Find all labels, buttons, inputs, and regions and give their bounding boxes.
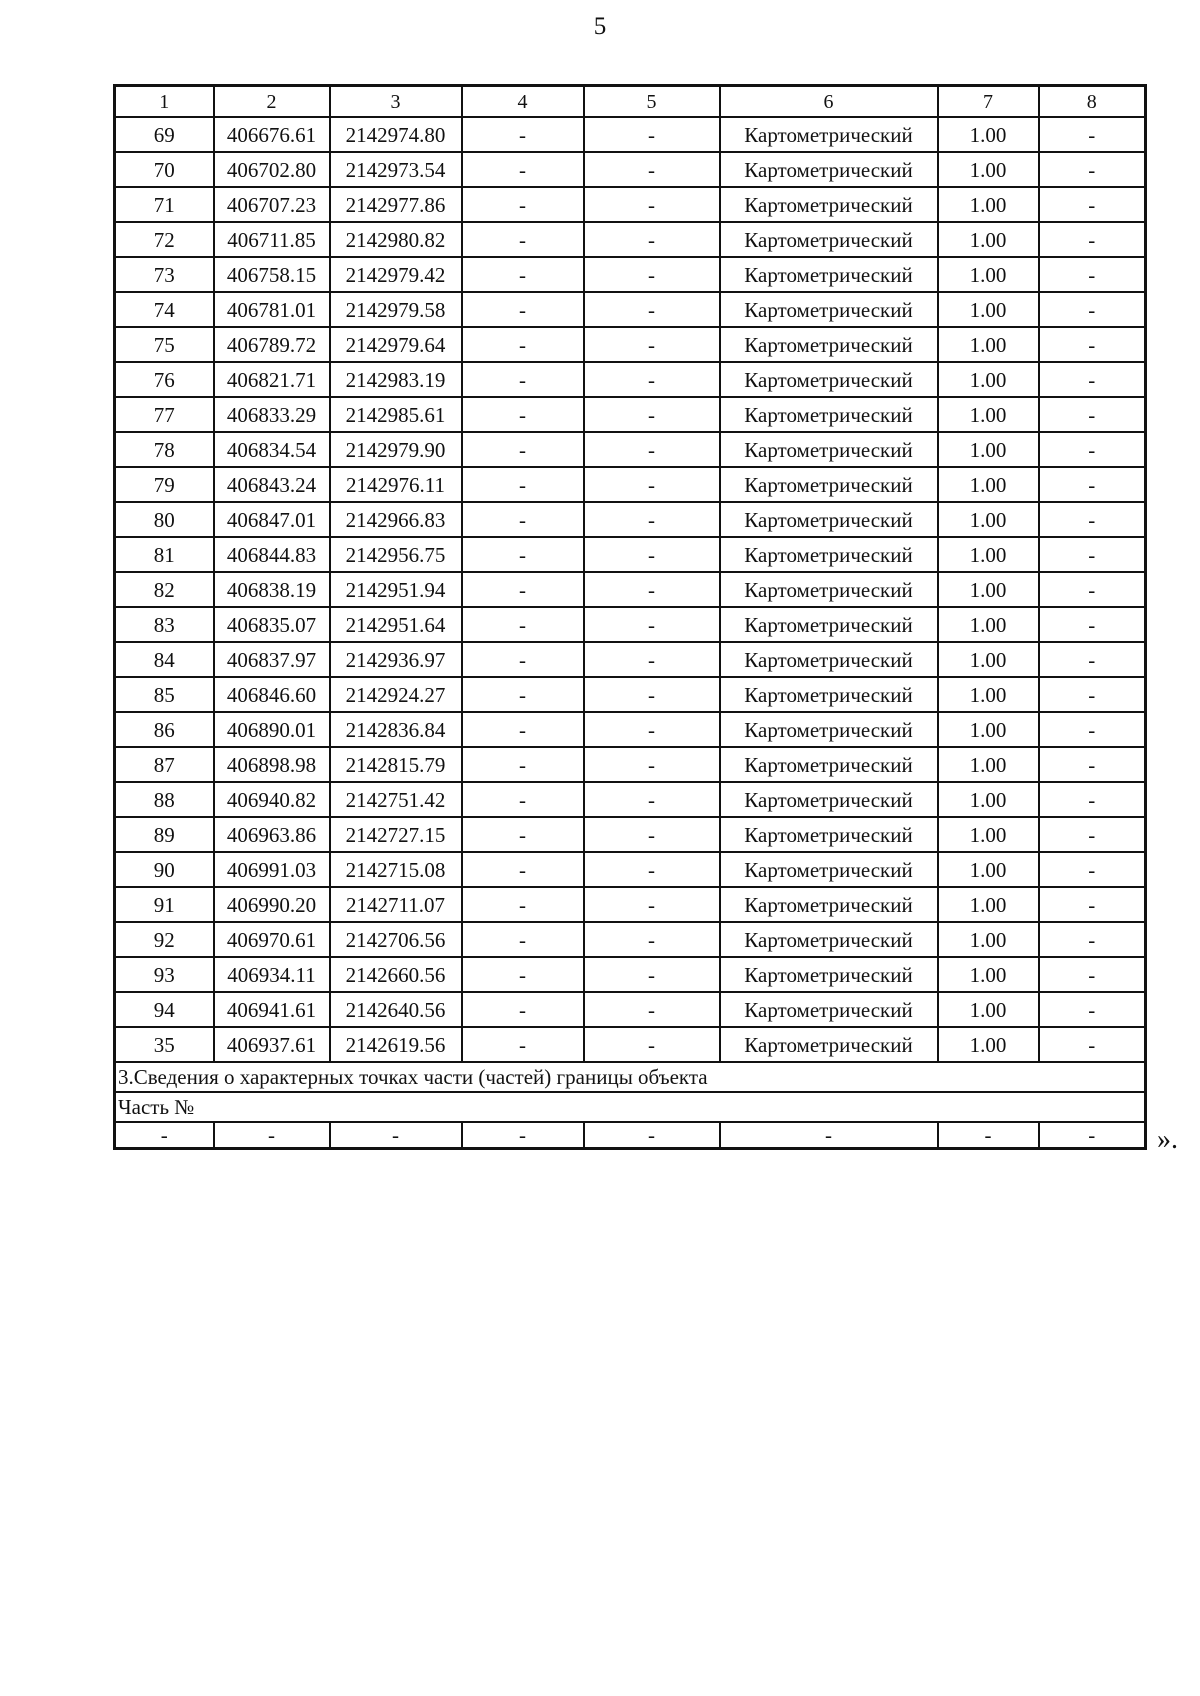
table-cell: 406835.07	[214, 607, 330, 642]
table-row	[115, 222, 1146, 257]
table-cell: 2142974.80	[330, 117, 462, 152]
table-cell: 406890.01	[214, 712, 330, 747]
table-cell: 406941.61	[214, 992, 330, 1027]
table-cell: 1.00	[938, 467, 1039, 502]
table-cell: -	[584, 922, 720, 957]
table-cell: 1.00	[938, 887, 1039, 922]
table-row	[115, 467, 1146, 502]
table-cell: 406838.19	[214, 572, 330, 607]
table-cell: Картометрический	[720, 537, 938, 572]
table-cell: -	[1039, 1122, 1146, 1149]
table-cell: 406990.20	[214, 887, 330, 922]
table-cell: 406934.11	[214, 957, 330, 992]
table-row	[115, 817, 1146, 852]
page-number: 5	[593, 13, 607, 40]
table-cell: 81	[115, 537, 214, 572]
table-cell: -	[462, 467, 584, 502]
table-cell: -	[1039, 817, 1146, 852]
section-row	[115, 1062, 1146, 1092]
table-cell: 1.00	[938, 537, 1039, 572]
table-cell: 2142836.84	[330, 712, 462, 747]
table-row	[115, 1027, 1146, 1062]
table-cell: 406847.01	[214, 502, 330, 537]
table-cell: -	[1039, 537, 1146, 572]
table-cell: 406991.03	[214, 852, 330, 887]
table-cell: 2142985.61	[330, 397, 462, 432]
table-row	[115, 117, 1146, 152]
table-cell: 1.00	[938, 922, 1039, 957]
table-cell: -	[1039, 432, 1146, 467]
table-cell: -	[584, 572, 720, 607]
table-cell: 82	[115, 572, 214, 607]
table-cell: -	[462, 677, 584, 712]
table-cell: -	[584, 257, 720, 292]
table-cell: -	[462, 852, 584, 887]
table-cell: 1.00	[938, 327, 1039, 362]
table-cell: -	[1039, 327, 1146, 362]
table-cell: -	[1039, 187, 1146, 222]
table-cell: 72	[115, 222, 214, 257]
table-cell: -	[1039, 292, 1146, 327]
table-cell: 1.00	[938, 152, 1039, 187]
header-cell: 2	[214, 86, 330, 118]
table-cell: 406846.60	[214, 677, 330, 712]
table-cell: 1.00	[938, 817, 1039, 852]
table-row	[115, 502, 1146, 537]
table-cell: 85	[115, 677, 214, 712]
table-cell: Картометрический	[720, 187, 938, 222]
table-cell: -	[462, 1122, 584, 1149]
table-cell: -	[462, 782, 584, 817]
table-cell: -	[462, 537, 584, 572]
table-cell: Картометрический	[720, 922, 938, 957]
table-cell: 2142660.56	[330, 957, 462, 992]
table-cell: 1.00	[938, 607, 1039, 642]
table-cell: -	[584, 432, 720, 467]
table-cell: 1.00	[938, 187, 1039, 222]
table-cell: -	[115, 1122, 214, 1149]
table-cell: -	[1039, 362, 1146, 397]
table-cell: 406970.61	[214, 922, 330, 957]
table-cell: Картометрический	[720, 992, 938, 1027]
table-cell: 1.00	[938, 1027, 1039, 1062]
table-row	[115, 572, 1146, 607]
table-cell: -	[584, 887, 720, 922]
table-cell: Картометрический	[720, 1027, 938, 1062]
table-cell: 2142951.64	[330, 607, 462, 642]
table-cell: 1.00	[938, 957, 1039, 992]
table-cell: 79	[115, 467, 214, 502]
table-cell: -	[584, 817, 720, 852]
table-cell: -	[584, 1027, 720, 1062]
table-cell: 1.00	[938, 782, 1039, 817]
table-row	[115, 187, 1146, 222]
table-cell: 75	[115, 327, 214, 362]
table-cell: 2142966.83	[330, 502, 462, 537]
header-cell: 3	[330, 86, 462, 118]
table-cell: -	[1039, 222, 1146, 257]
table-cell: Картометрический	[720, 782, 938, 817]
table-cell: -	[1039, 257, 1146, 292]
table-cell: 1.00	[938, 362, 1039, 397]
table-cell: Картометрический	[720, 222, 938, 257]
table-row	[115, 677, 1146, 712]
table-row	[115, 607, 1146, 642]
table-cell: Картометрический	[720, 257, 938, 292]
table-cell: 92	[115, 922, 214, 957]
empty-part-row	[115, 1122, 1146, 1149]
table-cell: 406833.29	[214, 397, 330, 432]
table-cell: 406837.97	[214, 642, 330, 677]
table-cell: -	[462, 887, 584, 922]
table-cell: 2142640.56	[330, 992, 462, 1027]
table-cell: -	[584, 642, 720, 677]
table-cell: -	[462, 327, 584, 362]
table-cell: -	[462, 817, 584, 852]
table-row	[115, 257, 1146, 292]
table-cell: -	[462, 117, 584, 152]
table-cell: 2142983.19	[330, 362, 462, 397]
table-cell: Картометрический	[720, 817, 938, 852]
table-row	[115, 957, 1146, 992]
table-cell: -	[462, 957, 584, 992]
table-cell: -	[584, 397, 720, 432]
table-cell: 406676.61	[214, 117, 330, 152]
table-cell: Картометрический	[720, 572, 938, 607]
table-cell: -	[584, 852, 720, 887]
table-cell: 70	[115, 152, 214, 187]
table-cell: Картометрический	[720, 712, 938, 747]
table-cell: -	[462, 922, 584, 957]
table-row	[115, 712, 1146, 747]
table-cell: 2142973.54	[330, 152, 462, 187]
table-cell: Картометрический	[720, 327, 938, 362]
table-cell: 1.00	[938, 712, 1039, 747]
table-cell: 406963.86	[214, 817, 330, 852]
table-cell: 1.00	[938, 852, 1039, 887]
table-cell: -	[462, 502, 584, 537]
table-cell: -	[462, 257, 584, 292]
table-cell: -	[584, 957, 720, 992]
closing-quote-mark: ».	[1157, 1124, 1178, 1155]
table-cell: -	[462, 397, 584, 432]
table-cell: Картометрический	[720, 747, 938, 782]
table-cell: 2142715.08	[330, 852, 462, 887]
table-row	[115, 782, 1146, 817]
section-title: 3.Сведения о характерных точках части (частей) границы объекта	[115, 1062, 1146, 1092]
table-cell: 1.00	[938, 292, 1039, 327]
table-cell: 90	[115, 852, 214, 887]
table-cell: -	[1039, 572, 1146, 607]
table-cell: 2142936.97	[330, 642, 462, 677]
table-cell: 91	[115, 887, 214, 922]
table-row	[115, 922, 1146, 957]
table-cell: 2142706.56	[330, 922, 462, 957]
table-cell: 2142711.07	[330, 887, 462, 922]
table-cell: 2142815.79	[330, 747, 462, 782]
table-cell: 78	[115, 432, 214, 467]
table-cell: 406844.83	[214, 537, 330, 572]
table-cell: 1.00	[938, 397, 1039, 432]
table-cell: -	[1039, 782, 1146, 817]
table-cell: 406843.24	[214, 467, 330, 502]
table-cell: -	[584, 117, 720, 152]
table-cell: -	[1039, 992, 1146, 1027]
table-cell: 406940.82	[214, 782, 330, 817]
table-cell: 1.00	[938, 992, 1039, 1027]
table-row	[115, 887, 1146, 922]
table-cell: 406702.80	[214, 152, 330, 187]
table-cell: 1.00	[938, 677, 1039, 712]
table-cell: Картометрический	[720, 152, 938, 187]
table-cell: 1.00	[938, 747, 1039, 782]
table-cell: 1.00	[938, 642, 1039, 677]
table-cell: 406758.15	[214, 257, 330, 292]
table-cell: 2142619.56	[330, 1027, 462, 1062]
table-cell: 1.00	[938, 572, 1039, 607]
table-cell: -	[1039, 152, 1146, 187]
table-cell: 35	[115, 1027, 214, 1062]
table-cell: -	[938, 1122, 1039, 1149]
table-cell: 1.00	[938, 432, 1039, 467]
table-cell: -	[1039, 887, 1146, 922]
table-cell: 2142979.64	[330, 327, 462, 362]
header-cell: 6	[720, 86, 938, 118]
table-cell: 88	[115, 782, 214, 817]
table-cell: -	[1039, 467, 1146, 502]
table-cell: 86	[115, 712, 214, 747]
table-cell: -	[462, 152, 584, 187]
table-cell: 2142979.90	[330, 432, 462, 467]
table-cell: -	[462, 292, 584, 327]
table-cell: -	[584, 327, 720, 362]
table-cell: Картометрический	[720, 467, 938, 502]
table-cell: Картометрический	[720, 502, 938, 537]
table-cell: 2142980.82	[330, 222, 462, 257]
table-cell: -	[462, 1027, 584, 1062]
table-cell: 406834.54	[214, 432, 330, 467]
table-cell: Картометрический	[720, 432, 938, 467]
table-cell: -	[462, 432, 584, 467]
table-cell: 89	[115, 817, 214, 852]
table-cell: -	[584, 292, 720, 327]
table-cell: -	[330, 1122, 462, 1149]
table-row	[115, 432, 1146, 467]
table-cell: Картометрический	[720, 362, 938, 397]
part-label: Часть №	[115, 1092, 1146, 1122]
table-header-row	[115, 86, 1146, 118]
table-cell: -	[1039, 502, 1146, 537]
table-cell: -	[584, 152, 720, 187]
table-cell: -	[584, 222, 720, 257]
table-row	[115, 362, 1146, 397]
table-cell: -	[462, 362, 584, 397]
table-cell: -	[1039, 747, 1146, 782]
table-cell: -	[462, 992, 584, 1027]
table-cell: -	[462, 642, 584, 677]
table-cell: -	[1039, 957, 1146, 992]
table-cell: Картометрический	[720, 677, 938, 712]
table-cell: 77	[115, 397, 214, 432]
table-cell: 84	[115, 642, 214, 677]
header-cell: 7	[938, 86, 1039, 118]
table-cell: -	[214, 1122, 330, 1149]
table-cell: 2142979.42	[330, 257, 462, 292]
table-cell: -	[584, 712, 720, 747]
table-cell: Картометрический	[720, 397, 938, 432]
table-cell: 2142956.75	[330, 537, 462, 572]
table-cell: 2142977.86	[330, 187, 462, 222]
table-cell: -	[584, 607, 720, 642]
table-row	[115, 747, 1146, 782]
table-cell: 1.00	[938, 257, 1039, 292]
table-cell: -	[1039, 852, 1146, 887]
table-cell: -	[584, 187, 720, 222]
table-cell: -	[720, 1122, 938, 1149]
table-cell: -	[584, 1122, 720, 1149]
table-cell: -	[462, 222, 584, 257]
table-cell: -	[584, 362, 720, 397]
header-cell: 4	[462, 86, 584, 118]
table-cell: 2142751.42	[330, 782, 462, 817]
table-cell: 74	[115, 292, 214, 327]
table-cell: -	[584, 537, 720, 572]
table-cell: 87	[115, 747, 214, 782]
table-row	[115, 292, 1146, 327]
table-cell: 83	[115, 607, 214, 642]
table-cell: -	[1039, 677, 1146, 712]
table-cell: -	[462, 572, 584, 607]
part-row	[115, 1092, 1146, 1122]
table-row	[115, 152, 1146, 187]
table-cell: -	[1039, 712, 1146, 747]
table-cell: -	[1039, 397, 1146, 432]
table-cell: -	[462, 607, 584, 642]
table-cell: 93	[115, 957, 214, 992]
header-cell: 5	[584, 86, 720, 118]
table-cell: -	[584, 467, 720, 502]
table-row	[115, 397, 1146, 432]
table-cell: 2142951.94	[330, 572, 462, 607]
table-cell: -	[462, 712, 584, 747]
table-cell: -	[1039, 642, 1146, 677]
table-row	[115, 537, 1146, 572]
header-cell: 8	[1039, 86, 1146, 118]
table-cell: -	[1039, 607, 1146, 642]
table-cell: -	[584, 677, 720, 712]
table-cell: 406821.71	[214, 362, 330, 397]
table-cell: 80	[115, 502, 214, 537]
table-cell: Картометрический	[720, 852, 938, 887]
table-row	[115, 992, 1146, 1027]
table-cell: 76	[115, 362, 214, 397]
table-cell: 406937.61	[214, 1027, 330, 1062]
table-cell: Картометрический	[720, 292, 938, 327]
table-cell: -	[1039, 922, 1146, 957]
table-cell: 406707.23	[214, 187, 330, 222]
table-row	[115, 852, 1146, 887]
table-cell: 2142727.15	[330, 817, 462, 852]
table-row	[115, 642, 1146, 677]
table-cell: -	[584, 992, 720, 1027]
table-cell: -	[1039, 117, 1146, 152]
table-cell: 71	[115, 187, 214, 222]
table-cell: Картометрический	[720, 117, 938, 152]
table-cell: 1.00	[938, 502, 1039, 537]
table-cell: 1.00	[938, 117, 1039, 152]
table-cell: 2142976.11	[330, 467, 462, 502]
table-cell: 2142979.58	[330, 292, 462, 327]
table-cell: 406898.98	[214, 747, 330, 782]
table-cell: Картометрический	[720, 642, 938, 677]
table-cell: 406711.85	[214, 222, 330, 257]
header-cell: 1	[115, 86, 214, 118]
table-cell: 73	[115, 257, 214, 292]
table-cell: 94	[115, 992, 214, 1027]
table-cell: Картометрический	[720, 607, 938, 642]
table-cell: 69	[115, 117, 214, 152]
table-cell: Картометрический	[720, 957, 938, 992]
coordinates-table	[113, 84, 1147, 1150]
table-cell: 1.00	[938, 222, 1039, 257]
table-cell: 2142924.27	[330, 677, 462, 712]
table-cell: -	[584, 782, 720, 817]
table-cell: 406789.72	[214, 327, 330, 362]
table-cell: -	[462, 187, 584, 222]
points-table-body	[115, 117, 1146, 1062]
table-row	[115, 327, 1146, 362]
table-cell: 406781.01	[214, 292, 330, 327]
table-cell: Картометрический	[720, 887, 938, 922]
table-cell: -	[1039, 1027, 1146, 1062]
table-cell: -	[584, 747, 720, 782]
table-cell: -	[584, 502, 720, 537]
table-cell: -	[462, 747, 584, 782]
